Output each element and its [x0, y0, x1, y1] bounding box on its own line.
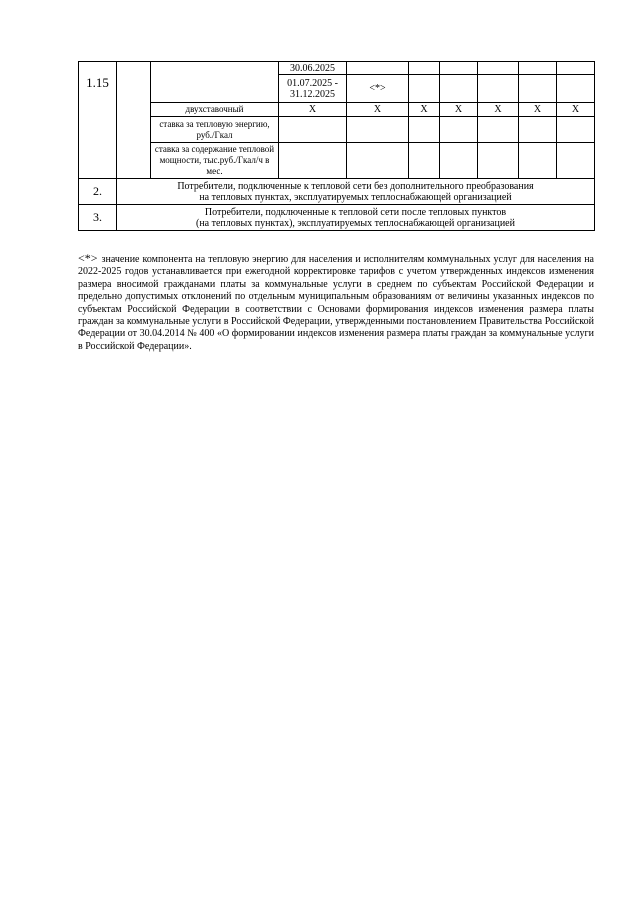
- table-cell: [478, 75, 519, 103]
- table-cell: [440, 117, 478, 143]
- table-cell: [409, 75, 440, 103]
- table-cell: [478, 62, 519, 75]
- row-number: 2.: [79, 179, 117, 205]
- table-cell: [409, 143, 440, 179]
- table-cell: [409, 117, 440, 143]
- table-row: [79, 179, 595, 205]
- table-cell: X: [409, 103, 440, 117]
- consumer-group-text: Потребители, подключенные к тепловой сети без дополнительного преобразования: [177, 180, 534, 192]
- period-date: 30.06.2025: [279, 62, 347, 75]
- period-date: 01.07.2025 - 31.12.2025: [279, 75, 347, 103]
- table-cell: X: [440, 103, 478, 117]
- table-cell: X: [279, 103, 347, 117]
- table-cell: [347, 62, 409, 75]
- footnote-text: значение компонента на тепловую энергию для населения и исполнителям коммунальных услуг для населения на 2022-2025 годов устанавливается при ежегодной корректировке тарифов с учетом утвержденных индексов изменения размера вносимой гражданами платы за коммунальные услуги в среднем по субъектам Российской Федерации и предельно допустимых отклонений по отдельным муниципальным образованиям от величины указанных индексов по субъектам Российской Федерации в соответствии с Основами формирования индексов изменения размера платы граждан за коммунальные услуги в Российской Федерации, утвержденными постановлением Правительства Российской Федерации от 30.04.2014 № 400 «О формировании индексов изменения размера платы граждан за коммунальные услуги в Российской Федерации».: [78, 254, 594, 352]
- table-row: [79, 205, 595, 231]
- footnote-ref-cell: <*>: [347, 75, 409, 103]
- table-cell: [557, 75, 595, 103]
- table-cell: [519, 62, 557, 75]
- table-cell: [557, 143, 595, 179]
- table-cell: [440, 75, 478, 103]
- table-cell: [557, 117, 595, 143]
- consumer-group-text: на тепловых пунктах, эксплуатируемых теплоснабжающей организацией: [199, 191, 512, 203]
- consumer-group-text: Потребители, подключенные к тепловой сети после тепловых пунктов: [204, 206, 507, 218]
- consumer-group-text: (на тепловых пунктах), эксплуатируемых теплоснабжающей организацией: [196, 217, 515, 229]
- table-cell: [347, 117, 409, 143]
- table-cell: [519, 143, 557, 179]
- table-cell: X: [519, 103, 557, 117]
- table-cell: [79, 103, 117, 179]
- row-number: 1.15: [79, 62, 117, 103]
- table-cell: [440, 143, 478, 179]
- table-cell: X: [557, 103, 595, 117]
- tariff-table: [78, 61, 595, 231]
- capacity-rate-label: ставка за содержание тепловой мощности, тыс.руб./Гкал/ч в мес.: [151, 143, 279, 179]
- consumer-group-cell: [117, 179, 595, 205]
- two-part-label: двухставочный: [151, 103, 279, 117]
- table-cell: [409, 62, 440, 75]
- footnote: [78, 252, 594, 353]
- table-cell: [279, 117, 347, 143]
- table-cell: [519, 75, 557, 103]
- footnote-mark: <*>: [78, 251, 98, 265]
- row-number: 3.: [79, 205, 117, 231]
- table-cell: [347, 143, 409, 179]
- table-row: [79, 62, 595, 75]
- table-cell: [151, 62, 279, 103]
- table-cell: X: [347, 103, 409, 117]
- table-cell: [117, 62, 151, 103]
- table-cell: [557, 62, 595, 75]
- table-cell: X: [478, 103, 519, 117]
- table-cell: [519, 117, 557, 143]
- table-cell: [117, 103, 151, 179]
- table-cell: [279, 143, 347, 179]
- table-row: [79, 117, 595, 143]
- table-row: [79, 143, 595, 179]
- energy-rate-label: ставка за тепловую энергию, руб./Гкал: [151, 117, 279, 143]
- table-cell: [478, 117, 519, 143]
- consumer-group-cell: [117, 205, 595, 231]
- table-cell: [440, 62, 478, 75]
- table-row: [79, 103, 595, 117]
- table-cell: [478, 143, 519, 179]
